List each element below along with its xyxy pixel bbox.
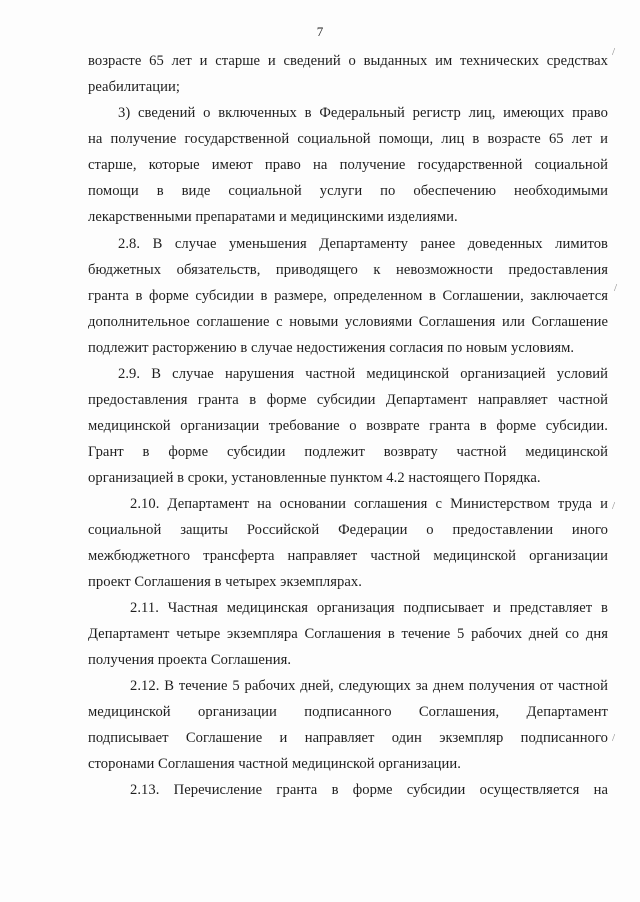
text-line: предоставления гранта в форме субсидии Департамент направляет частной xyxy=(88,392,608,408)
text-line: организацией в сроки, установленные пунктом 4.2 настоящего Порядка. xyxy=(88,470,541,486)
text-line: 2.11. Частная медицинская организация подписывает и представляет в xyxy=(130,600,608,616)
text-line: Департамент четыре экземпляра Соглашения в течение 5 рабочих дней со дня xyxy=(88,626,608,642)
text-line: подписывает Соглашение и направляет один экземпляр подписанного xyxy=(88,730,608,746)
text-line: лекарственными препаратами и медицинскими изделиями. xyxy=(88,209,458,225)
text-line: медицинской организации подписанного Соглашения, Департамент xyxy=(88,704,608,720)
scan-mark: / xyxy=(612,46,616,58)
text-line: возрасте 65 лет и старше и сведений о выданных им технических средствах xyxy=(88,53,608,69)
text-line: дополнительное соглашение с новыми условиями Соглашения или Соглашение xyxy=(88,314,608,330)
text-line: сторонами Соглашения частной медицинской организации. xyxy=(88,756,461,772)
text-line: 2.10. Департамент на основании соглашения с Министерством труда и xyxy=(130,496,608,512)
text-line: 2.8. В случае уменьшения Департаменту ранее доведенных лимитов xyxy=(118,236,608,252)
text-line: получения проекта Соглашения. xyxy=(88,652,292,668)
text-line: 3) сведений о включенных в Федеральный регистр лиц, имеющих право xyxy=(118,105,608,121)
text-line: старше, которые имеют право на получение государственной социальной xyxy=(88,157,608,173)
text-line: социальной защиты Российской Федерации о предоставлении иного xyxy=(88,522,608,538)
text-line: бюджетных обязательств, приводящего к невозможности предоставления xyxy=(88,262,608,278)
text-line: Грант в форме субсидии подлежит возврату частной медицинской xyxy=(88,444,608,460)
scan-mark: / xyxy=(614,282,618,294)
text-line: 2.9. В случае нарушения частной медицинской организацией условий xyxy=(118,366,608,382)
text-line: медицинской организации требование о возврате гранта в форме субсидии. xyxy=(88,418,608,434)
page-number: 7 xyxy=(316,24,324,39)
text-line: 2.12. В течение 5 рабочих дней, следующих за днем получения от частной xyxy=(130,678,608,694)
text-line: 2.13. Перечисление гранта в форме субсидии осуществляется на xyxy=(130,782,608,798)
scan-mark: / xyxy=(612,732,616,744)
text-line: проект Соглашения в четырех экземплярах. xyxy=(88,574,362,590)
scan-mark: / xyxy=(612,500,616,512)
text-line: подлежит расторжению в случае недостижения согласия по новым условиям. xyxy=(88,340,575,356)
text-line: гранта в форме субсидии в размере, определенном в Соглашении, заключается xyxy=(88,288,608,304)
text-line: межбюджетного трансферта направляет частной медицинской организации xyxy=(88,548,608,564)
text-line: помощи в виде социальной услуги по обеспечению необходимыми xyxy=(88,183,608,199)
text-line: на получение государственной социальной помощи, лиц в возрасте 65 лет и xyxy=(88,131,608,147)
text-line: реабилитации; xyxy=(88,79,180,95)
